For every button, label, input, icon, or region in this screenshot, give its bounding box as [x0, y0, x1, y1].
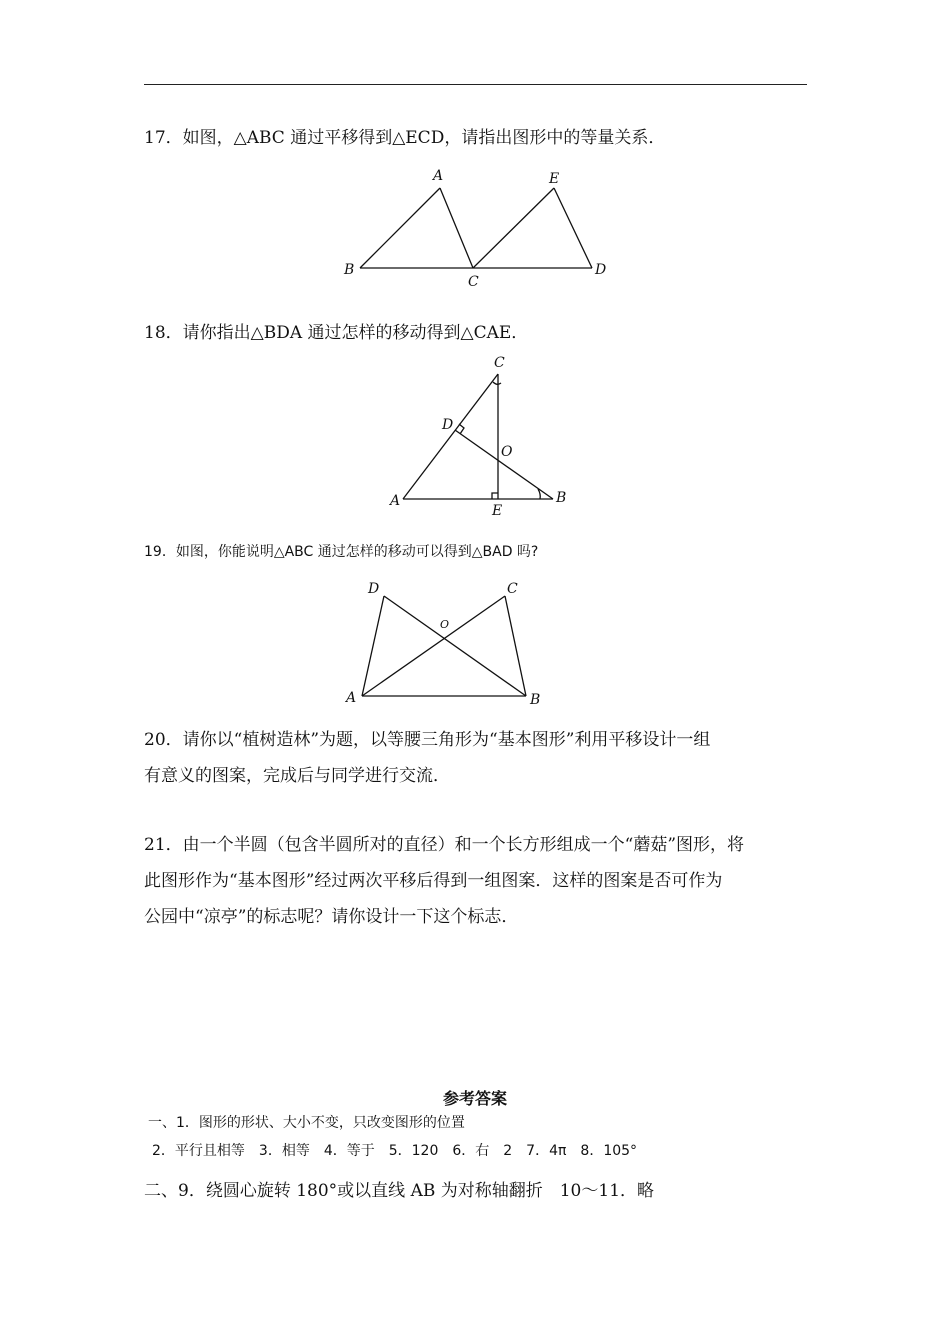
segment-BA: [360, 188, 440, 268]
question-17: 17．如图，△ABC 通过平移得到△ECD，请指出图形中的等量关系．: [144, 128, 666, 148]
right-angle-D: [459, 424, 464, 434]
question-20-line-2: 有意义的图案，完成后与同学进行交流．: [144, 766, 450, 786]
label-A: A: [390, 493, 401, 509]
label-C: C: [468, 274, 479, 290]
segment-BC: [505, 596, 526, 696]
question-19: 19．如图，你能说明△ABC 通过怎样的移动可以得到△BAD 吗?: [144, 544, 539, 560]
segment-CE: [473, 188, 554, 268]
label-D: D: [442, 417, 454, 433]
right-angle-E: [492, 493, 498, 499]
header-rule: [144, 84, 807, 85]
label-C: C: [507, 581, 518, 597]
question-20-line-1: 20．请你以“植树造林”为题，以等腰三角形为“基本图形”利用平移设计一组: [144, 730, 711, 750]
label-D: D: [595, 262, 607, 278]
segment-DB: [384, 596, 526, 696]
segment-AC: [362, 596, 505, 696]
answers-line-3: 二、9．绕圆心旋转 180°或以直线 AB 为对称轴翻折 10～11．略: [144, 1181, 655, 1201]
label-O: O: [440, 618, 450, 631]
segment-AC: [403, 374, 498, 499]
label-A: A: [346, 690, 357, 706]
segment-ED: [554, 188, 592, 268]
question-21-line-1: 21．由一个半圆（包含半圆所对的直径）和一个长方形组成一个“蘑菇”图形，将: [144, 835, 745, 855]
label-O: O: [501, 444, 513, 460]
label-B: B: [344, 262, 355, 278]
question-21-line-2: 此图形作为“基本图形”经过两次平移后得到一组图案．这样的图案是否可作为: [144, 871, 723, 891]
segment-DB: [455, 430, 553, 499]
figure-17: [340, 162, 620, 292]
label-B: B: [530, 692, 541, 708]
question-21-line-3: 公园中“凉亭”的标志呢？请你设计一下这个标志．: [144, 907, 519, 927]
label-B: B: [556, 490, 567, 506]
segment-AC: [440, 188, 473, 268]
answers-line-2: 2．平行且相等 3．相等 4．等于 5．120 6．右 2 7．4π 8．105°: [152, 1143, 638, 1159]
label-A: A: [433, 168, 444, 184]
angle-mark-C: [493, 382, 501, 384]
label-E: E: [492, 503, 503, 519]
answers-line-1: 一、1．图形的形状、大小不变，只改变图形的位置: [148, 1115, 465, 1131]
figure-18: [385, 352, 575, 522]
label-D: D: [368, 581, 380, 597]
answers-title: 参考答案: [442, 1089, 507, 1108]
segment-AD: [362, 596, 384, 696]
figure-19: [340, 578, 560, 713]
label-E: E: [549, 171, 560, 187]
question-18: 18．请你指出△BDA 通过怎样的移动得到△CAE．: [144, 323, 529, 343]
label-C: C: [494, 355, 505, 371]
